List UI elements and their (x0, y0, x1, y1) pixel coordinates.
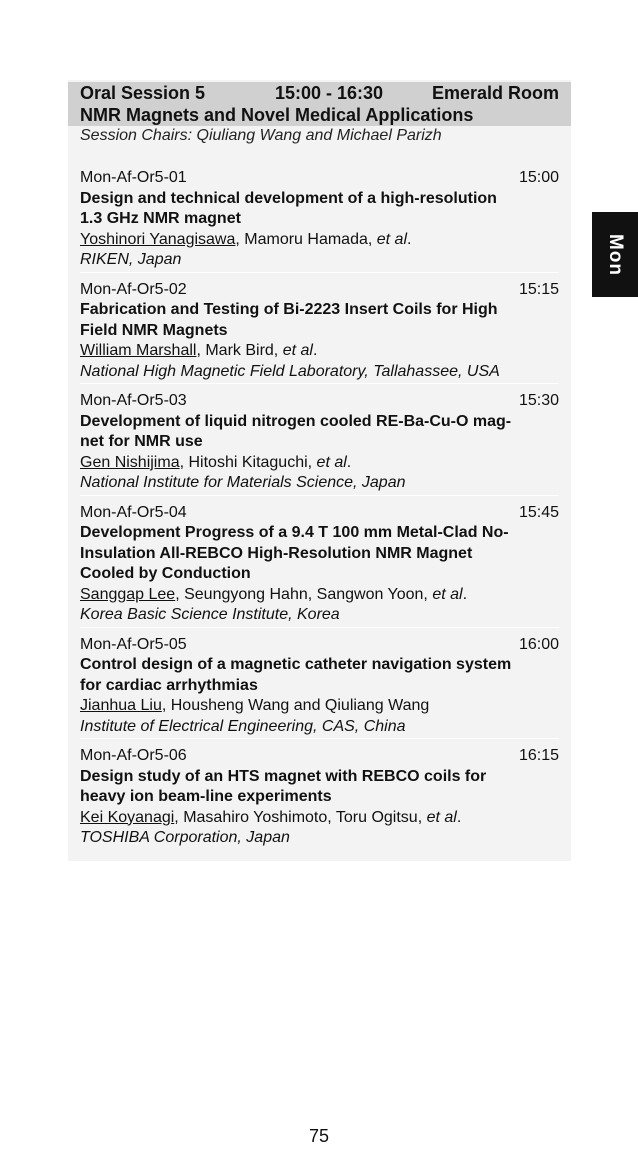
talk-id: Mon-Af-Or5-01 (80, 169, 187, 186)
talk-time: 15:45 (518, 503, 559, 521)
et-al: et al (282, 342, 313, 359)
session-time: 15:00 - 16:30 (275, 83, 384, 103)
talk-title-line: for cardiac arrhythmias (80, 676, 258, 694)
talk-title-line: Field NMR Magnets (80, 321, 228, 339)
talk-entry (80, 503, 559, 628)
et-al: et al (426, 808, 457, 826)
talk-authors (80, 696, 559, 717)
et-al: et al (432, 585, 463, 603)
co-authors: , Mamoru Hamada, (235, 230, 377, 248)
talk-entry (80, 280, 559, 385)
talk-entry (80, 391, 559, 496)
session-chairs: Session Chairs: Qiuliang Wang and Michael Parizh (80, 127, 442, 144)
talk-time: 15:30 (518, 392, 559, 409)
co-authors: , Masahiro Yoshimoto, Toru Ogitsu, (174, 808, 427, 826)
presenting-author: Yoshinori Yanagisawa (80, 230, 236, 248)
talk-id: Mon-Af-Or5-02 (80, 280, 187, 298)
talk-title-line: Control design of a magnetic catheter navigation system (80, 656, 512, 673)
day-tab (592, 212, 638, 297)
co-authors: , Seungyong Hahn, Sangwon Yoon, (175, 585, 433, 603)
talk-authors: Gen Nishijima, Hitoshi Kitaguchi, et al. (80, 453, 352, 471)
session-title: NMR Magnets and Novel Medical Applications (68, 104, 571, 126)
talk-time: 16:15 (518, 747, 559, 764)
page-number: 75 (308, 1126, 330, 1146)
presenting-author: Jianhua Liu (80, 697, 162, 714)
et-al: et al (376, 230, 408, 248)
talk-id: Mon-Af-Or5-03 (80, 392, 187, 409)
talk-affiliation: Institute of Electrical Engineering, CAS, China (80, 717, 406, 735)
session-room: Emerald Room (431, 83, 559, 103)
talk-affiliation: RIKEN, Japan (80, 251, 182, 268)
presenting-author: Sanggap Lee (80, 585, 176, 603)
talk-id: Mon-Af-Or5-04 (80, 503, 187, 521)
session-label: Oral Session 5 (80, 83, 206, 103)
talk-title-line: Cooled by Conduction (80, 565, 251, 582)
talk-title-line: Development of liquid nitrogen cooled RE-Ba-Cu-O mag- (80, 412, 512, 430)
talk-title-line: Insulation All-REBCO High-Resolution NMR Magnet (80, 544, 473, 562)
talk-title-line: Fabrication and Testing of Bi-2223 Insert Coils for High (80, 301, 498, 318)
day-tab-label: Mon (604, 233, 626, 276)
co-authors: , Mark Bird, (196, 342, 283, 359)
talk-authors: William Marshall, Mark Bird, et al. (80, 342, 318, 359)
co-authors: , Housheng Wang and Qiuliang Wang (161, 697, 430, 714)
talk-time: 15:00 (518, 169, 559, 186)
talk-authors: Sanggap Lee, Seungyong Hahn, Sangwon Yoon, et al. (80, 585, 468, 603)
presenting-author: Gen Nishijima (80, 453, 180, 471)
talk-time: 15:15 (518, 280, 559, 298)
talk-entry (80, 635, 559, 740)
session-panel (68, 80, 571, 861)
talk-affiliation: TOSHIBA Corporation, Japan (80, 829, 290, 846)
talk-affiliation: National High Magnetic Field Laboratory, Tallahassee, USA (80, 362, 500, 380)
talk-id: Mon-Af-Or5-05 (80, 635, 187, 653)
talk-title-line: net for NMR use (80, 433, 203, 450)
talk-title-line: 1.3 GHz NMR magnet (80, 210, 241, 227)
talk-authors: Kei Koyanagi, Masahiro Yoshimoto, Toru Ogitsu, et al. (80, 808, 462, 826)
talk-title-line: Design study of an HTS magnet with REBCO coils for (80, 767, 487, 785)
session-header (68, 82, 571, 104)
talk-title-line: heavy ion beam-line experiments (80, 788, 332, 805)
presenting-author: Kei Koyanagi (80, 808, 175, 826)
talk-entry (80, 746, 559, 850)
talk-title-line: Development Progress of a 9.4 T 100 mm Metal-Clad No- (80, 524, 509, 541)
talk-affiliation: Korea Basic Science Institute, Korea (80, 606, 340, 623)
talk-id: Mon-Af-Or5-06 (80, 747, 187, 764)
entry-list (80, 168, 559, 857)
talk-entry (80, 168, 559, 273)
co-authors: , Hitoshi Kitaguchi, (179, 453, 317, 471)
talk-authors: Yoshinori Yanagisawa, Mamoru Hamada, et al. (80, 230, 412, 248)
et-al: et al (316, 453, 347, 471)
talk-affiliation: National Institute for Materials Science, Japan (80, 474, 406, 491)
talk-time: 16:00 (518, 635, 559, 653)
talk-title-line: Design and technical development of a high-resolution (80, 189, 497, 207)
presenting-author: William Marshall (80, 342, 197, 359)
